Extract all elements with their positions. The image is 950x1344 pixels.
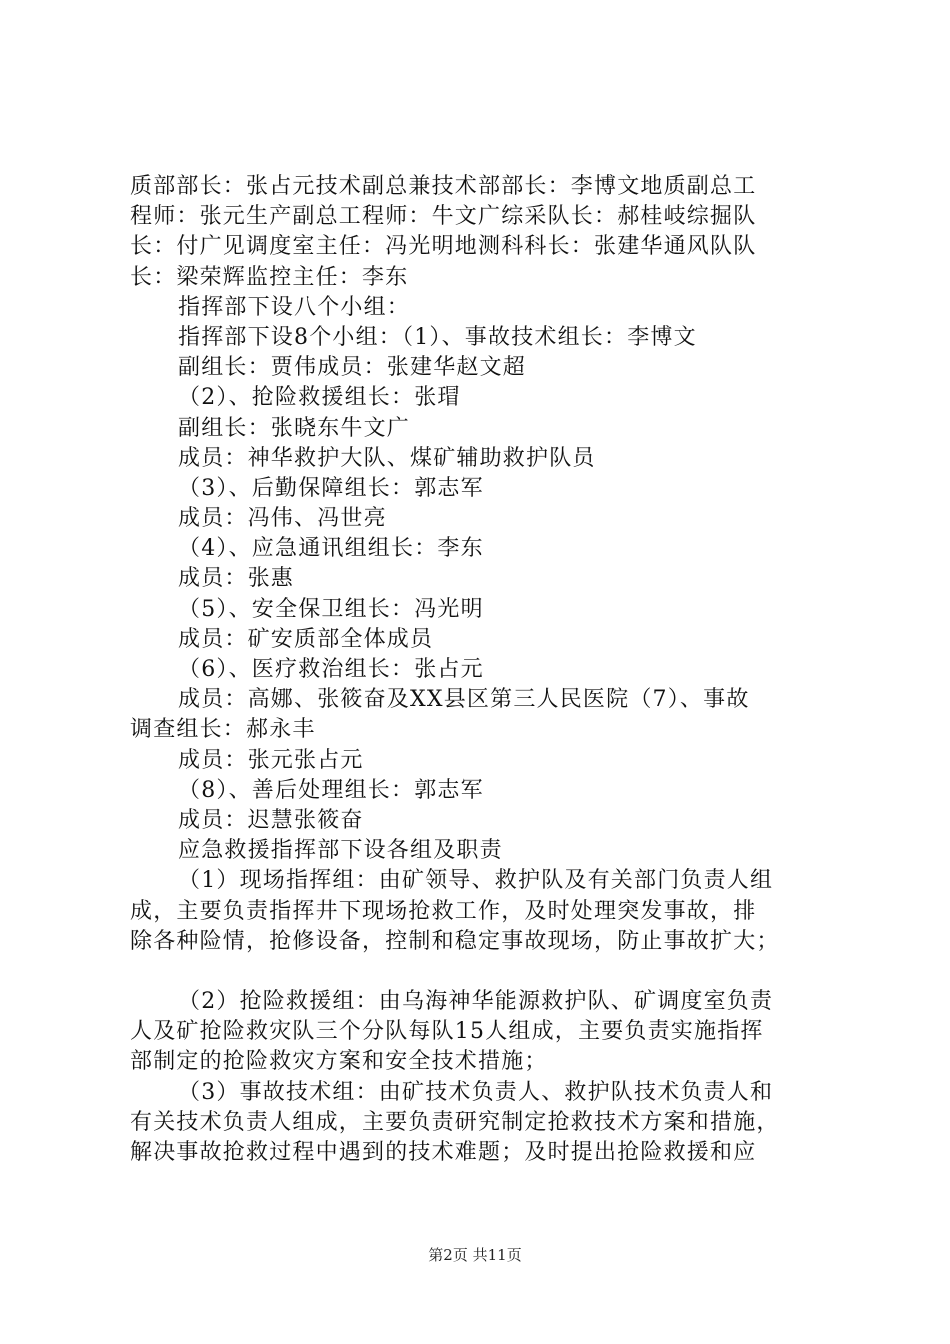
text-line: 有关技术负责人组成，主要负责研究制定抢救技术方案和措施，: [130, 1109, 780, 1135]
text-line: （6）、医疗救治组长：张占元: [178, 657, 484, 682]
text-line: （3）事故技术组：由矿技术负责人、救护队技术负责人和: [178, 1079, 774, 1105]
text-line: 程师：张元生产副总工程师：牛文广综采队长：郝桂岐综掘队: [130, 204, 757, 230]
text-line: 副组长：贾伟成员：张建华赵文超: [178, 355, 527, 381]
text-line: （2）、抢险救援组长：张瑁: [178, 385, 461, 411]
text-line: 成员：矿安质部全体成员: [178, 626, 434, 652]
text-line: 成员：张惠: [178, 566, 295, 592]
document-body: [130, 172, 835, 1168]
text-line: 副组长：张晓东牛文广: [178, 415, 411, 441]
text-line: 指挥部下设八个小组：: [178, 294, 411, 320]
text-line: 质部部长：张占元技术副总兼技术部部长：李博文地质副总工: [130, 174, 757, 199]
text-line: 成员：冯伟、冯世亮: [178, 506, 387, 532]
text-line: 成，主要负责指挥井下现场抢救工作，及时处理突发事故，排: [130, 898, 757, 924]
text-line: 人及矿抢险救灾队三个分队每队15人组成，主要负责实施指挥: [130, 1019, 764, 1045]
text-line: 调查组长：郝永丰: [130, 717, 316, 743]
text-line: 除各种险情，抢修设备，控制和稳定事故现场，防止事故扩大；: [130, 928, 780, 954]
text-line: 长：梁荣辉监控主任：李东: [130, 264, 409, 290]
text-line: 解决事故抢救过程中遇到的技术难题；及时提出抢险救援和应: [130, 1140, 757, 1165]
text-line: 指挥部下设8个小组：（1）、事故技术组长：李博文: [178, 324, 697, 350]
page-number-footer: 第2页 共11页: [428, 1246, 522, 1264]
text-line: 长：付广见调度室主任：冯光明地测科科长：张建华通风队队: [130, 234, 757, 260]
text-line: 应急救援指挥部下设各组及职责: [178, 838, 503, 864]
text-line: （3）、后勤保障组长：郭志军: [178, 475, 484, 501]
text-line: 成员：高娜、张筱奋及XX县区第三人民医院（7）、事故: [178, 687, 750, 713]
text-line: （4）、应急通讯组组长：李东: [178, 536, 484, 562]
text-line: 成员：张元张占元: [178, 747, 364, 773]
text-line: 成员：神华救护大队、煤矿辅助救护队员: [178, 445, 596, 471]
text-line: （8）、善后处理组长：郭志军: [178, 777, 484, 803]
text-line: （1）现场指挥组：由矿领导、救护队及有关部门负责人组: [178, 868, 774, 894]
text-line: 成员：迟慧张筱奋: [178, 807, 364, 833]
text-line: 部制定的抢险救灾方案和安全技术措施；: [130, 1049, 548, 1075]
text-line: （2）抢险救援组：由乌海神华能源救护队、矿调度室负责: [178, 989, 774, 1015]
text-line: （5）、安全保卫组长：冯光明: [178, 596, 484, 622]
blank-line: [130, 957, 835, 987]
